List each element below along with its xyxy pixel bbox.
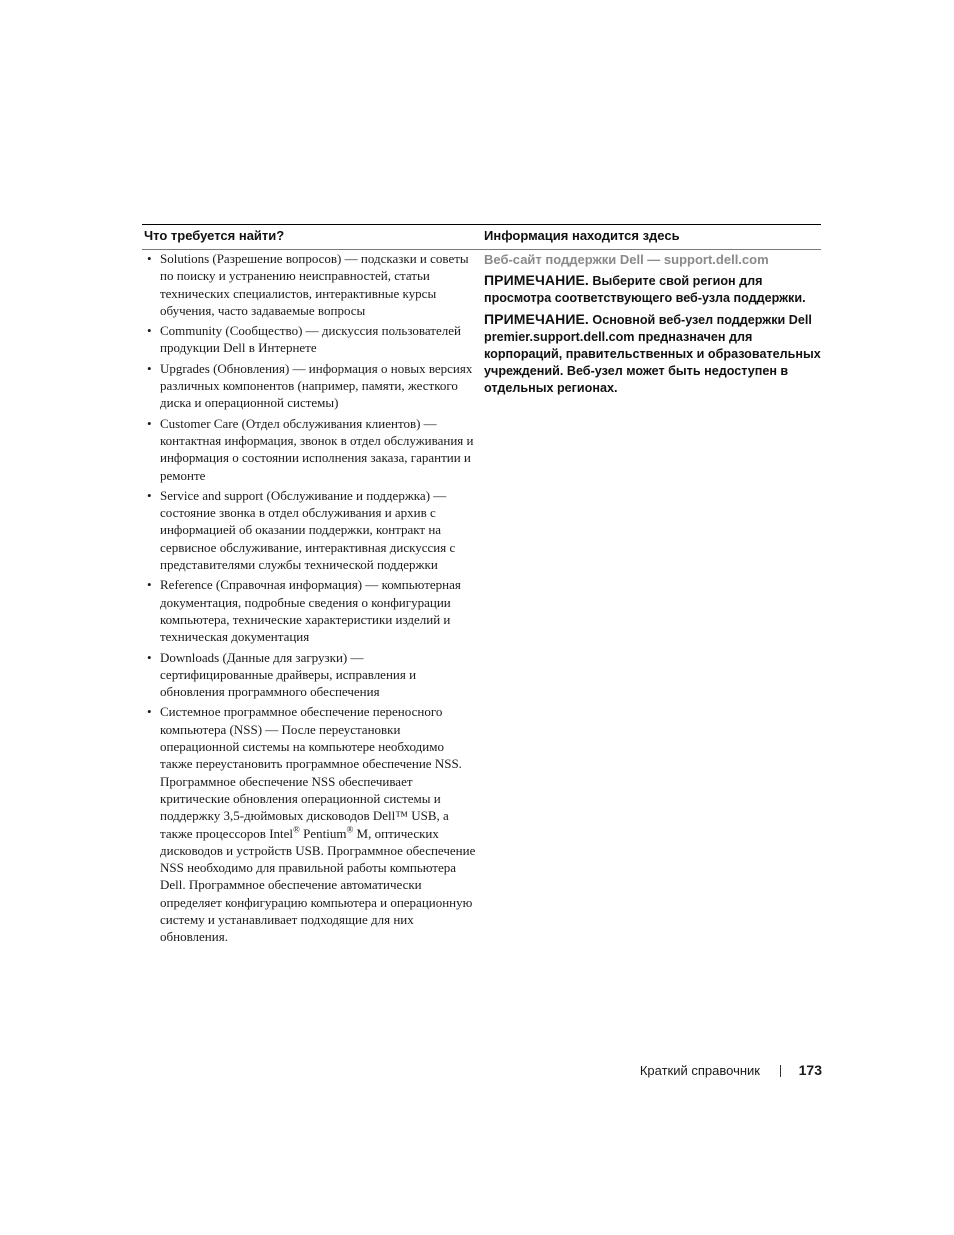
registered-mark: ® [346,824,354,835]
list-item [142,415,478,484]
column-header-what: Что требуется найти? [144,228,285,243]
list-item-text: Upgrades (Обновления) — информация о новых версиях различных компонентов (например, памяти, жесткого диска и операционной системы) [160,360,473,411]
note-text: Выберите свой регион для просмотра соответствующего веб-узла поддержки. [484,274,806,305]
bullet-icon: • [147,704,152,720]
left-column [142,250,478,949]
list-item-text: Downloads (Данные для загрузки) — сертифицированные драйверы, исправления и обновления программного обеспечения [160,649,417,700]
bullet-icon: • [147,360,152,376]
topics-list [142,250,478,946]
list-item [142,360,478,412]
bullet-icon: • [147,649,152,665]
nss-text-1: Системное программное обеспечение переносного компьютера (NSS) — После переустановки операционной системы на компьютере необходимо также переустановить программное обеспечение NSS. Программное обеспечение NSS обеспечивает критические обновления операционной системы и поддержку 3,5-дюймовых дисководов Dell™ USB, а также процессоров Intel [160,704,462,841]
nss-text-3: M, оптических дисководов и устройств USB. Программное обеспечение NSS необходимо для правильной работы компьютера Dell. Программное обеспечение автоматически определяет конфигурацию компьютера и операционную систему и устанавливает подходящие для них обновления. [160,825,476,945]
registered-mark: ® [293,824,300,835]
bullet-icon: • [147,251,152,266]
nss-text-2: Pentium [299,825,347,841]
right-column [484,250,821,397]
list-item [142,649,478,701]
note-label: ПРИМЕЧАНИЕ. [484,311,589,327]
list-item-nss [142,703,478,945]
list-item-text: Solutions (Разрешение вопросов) — подсказки и советы по поиску и устранению неисправностей, статьи технических специалистов, интерактивные курсы обучения, часто задаваемые вопросы [160,251,469,318]
bullet-icon: • [147,487,152,503]
list-item [142,250,478,319]
list-item [142,576,478,645]
list-item-text: Customer Care (Отдел обслуживания клиентов) — контактная информация, звонок в отдел обслуживания и информация о состоянии исполнения заказа, гарантии и ремонте [160,415,474,483]
bullet-icon: • [147,323,152,339]
bullet-icon: • [147,577,152,593]
bullet-icon: • [147,415,152,431]
page-number: 173 [798,1062,822,1078]
column-header-where: Информация находится здесь [484,228,680,243]
list-item-text: Service and support (Обслуживание и поддержка) — состояние звонка в отдел обслуживания и архив с информацией об оказании поддержки, контракт на сервисное обслуживание, интерактивная дискуссия с представителями службы технической поддержки [160,487,456,573]
support-site-title: Веб-сайт поддержки Dell — support.dell.com [484,252,769,267]
list-item-text: Reference (Справочная информация) — компьютерная документация, подробные сведения о конфигурации компьютера, технические характеристики изделий и техническая документация [160,577,461,645]
list-item-text: Community (Сообщество) — дискуссия пользователей продукции Dell в Интернете [160,323,461,356]
list-item [142,322,478,357]
note-text: Основной веб-узел поддержки Dell premier.support.dell.com предназначен для корпораций, правительственных и образовательных учреждений. Веб-узел может быть недоступен в отдельных регионах. [484,313,821,395]
note-region [484,272,821,307]
note-label: ПРИМЕЧАНИЕ. [484,272,589,288]
note-premier [484,311,821,397]
table-top-rule [142,224,821,225]
section-title: Краткий справочник [639,1063,760,1078]
footer-separator [780,1065,781,1077]
page-footer [560,1061,822,1081]
list-item [142,487,478,573]
